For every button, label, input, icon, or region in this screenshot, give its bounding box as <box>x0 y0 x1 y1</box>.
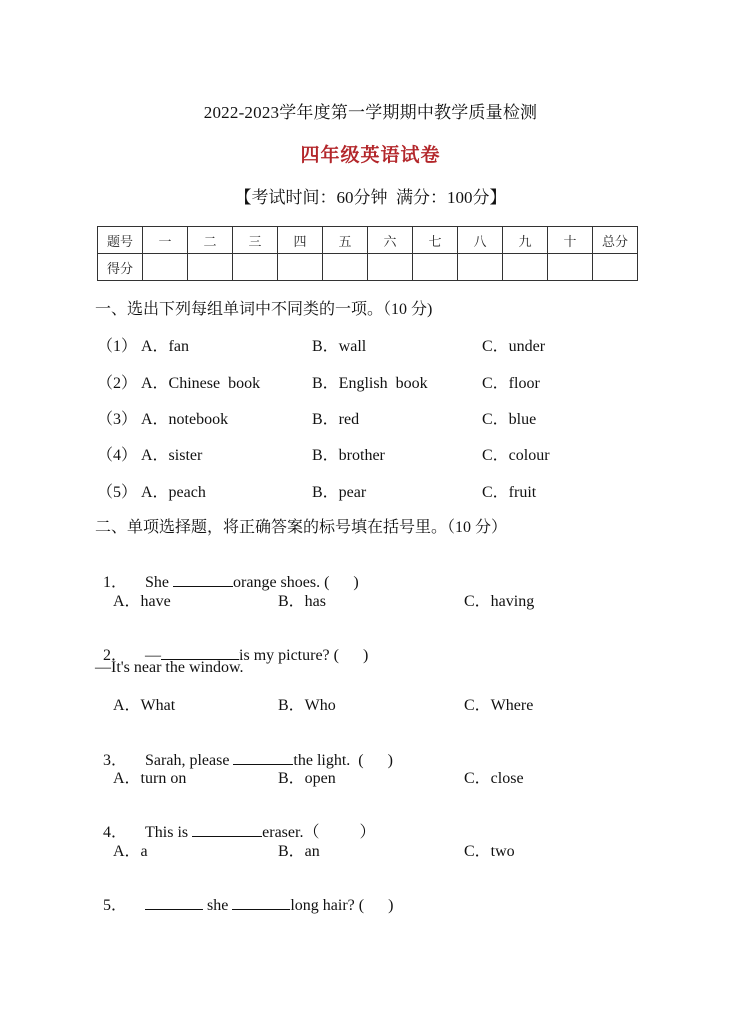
s2-q4-stem-start: This is <box>145 824 193 841</box>
s2-q1-stem-start: She <box>145 574 174 591</box>
score-cell <box>323 254 368 281</box>
s2-q1-option-a: A．have <box>113 593 171 610</box>
s2-q2-stem-start: — <box>145 647 162 664</box>
score-cell <box>188 254 233 281</box>
s1-q2-option-b: B．English book <box>312 375 428 392</box>
s2-q2-option-a: A．What <box>113 697 176 714</box>
score-header-cell: 一 <box>143 227 188 254</box>
s2-q2-stem-end: is my picture? ( ) <box>239 647 369 664</box>
s1-q1-option-b: B．wall <box>312 338 367 355</box>
exam-subtitle: 四年级英语试卷 <box>300 145 441 166</box>
s1-q1-option-c: C．under <box>482 338 546 355</box>
s1-q5-option-a: A．peach <box>141 484 206 501</box>
s2-q1-stem-end: orange shoes. ( ) <box>233 574 359 591</box>
answer-blank[interactable] <box>161 645 239 660</box>
s1-q1-option-a: A．fan <box>141 338 189 355</box>
s1-q4-option-a: A．sister <box>141 447 203 464</box>
s2-q4-option-a: A．a <box>113 843 148 860</box>
s1-q4-option-c: C．colour <box>482 447 550 464</box>
score-cell <box>458 254 503 281</box>
exam-title: 2022-2023学年度第一学期期中教学质量检测 <box>203 103 538 122</box>
s2-q4-stem-end: eraser.（ ） <box>262 824 376 841</box>
s2-q4-number: 4． <box>103 824 128 841</box>
section2-title: 二、单项选择题，将正确答案的标号填在括号里。（10 分） <box>95 519 508 536</box>
s2-q4-option-c: C．two <box>464 843 515 860</box>
s2-q1-option-c: C．having <box>464 593 535 610</box>
s2-q3-number: 3． <box>103 752 128 769</box>
s1-q2-option-c: C．floor <box>482 375 540 392</box>
score-table <box>97 226 638 281</box>
s2-q1-option-b: B．has <box>278 593 327 610</box>
s2-q3-stem-start: Sarah, please <box>145 752 234 769</box>
score-header-cell: 九 <box>503 227 548 254</box>
s1-q4-number: （4） <box>97 447 138 464</box>
score-header-cell: 二 <box>188 227 233 254</box>
s1-q3-number: （3） <box>97 411 138 428</box>
score-cell <box>548 254 593 281</box>
score-cell <box>278 254 323 281</box>
s2-q3-option-c: C．close <box>464 770 524 787</box>
s1-q1-number: （1） <box>97 338 138 355</box>
s2-q2-option-b: B．Who <box>278 697 336 714</box>
s2-q2-option-c: C．Where <box>464 697 534 714</box>
s1-q3-option-b: B．red <box>312 411 360 428</box>
s1-q5-option-b: B．pear <box>312 484 367 501</box>
score-header-cell: 七 <box>413 227 458 254</box>
s1-q2-option-a: A．Chinese book <box>141 375 261 392</box>
score-cell <box>233 254 278 281</box>
score-cell <box>413 254 458 281</box>
s2-q4-option-b: B．an <box>278 843 320 860</box>
s2-q3-stem-end: the light. ( ) <box>293 752 393 769</box>
s1-q5-option-c: C．fruit <box>482 484 537 501</box>
answer-blank[interactable] <box>233 750 293 765</box>
s2-q3 <box>95 729 393 770</box>
s2-q3-option-a: A．turn on <box>113 770 187 787</box>
answer-blank[interactable] <box>232 895 290 910</box>
answer-blank[interactable] <box>173 572 233 587</box>
s2-q2-reply: —It's near the window. <box>95 659 244 676</box>
answer-blank[interactable] <box>192 822 262 837</box>
score-header-cell: 五 <box>323 227 368 254</box>
score-header-cell: 三 <box>233 227 278 254</box>
score-cell <box>143 254 188 281</box>
s2-q1 <box>95 551 359 592</box>
s2-q5-stem-mid: she <box>203 897 233 914</box>
score-cell <box>593 254 638 281</box>
exam-info: 【考试时间：60分钟 满分：100分】 <box>234 188 507 207</box>
score-header-cell: 六 <box>368 227 413 254</box>
score-header-cell: 总分 <box>593 227 638 254</box>
score-header-cell: 八 <box>458 227 503 254</box>
s1-q3-option-c: C．blue <box>482 411 537 428</box>
s2-q4 <box>95 801 375 842</box>
s1-q4-option-b: B．brother <box>312 447 385 464</box>
score-row-label: 得分 <box>98 254 143 281</box>
s1-q3-option-a: A．notebook <box>141 411 229 428</box>
s2-q5 <box>95 874 393 915</box>
s2-q2-number: 2． <box>103 647 128 664</box>
s2-q5-number: 5． <box>103 897 128 914</box>
s2-q3-option-b: B．open <box>278 770 336 787</box>
score-header-cell: 题号 <box>98 227 143 254</box>
s2-q1-number: 1． <box>103 574 128 591</box>
score-table-header-row <box>98 227 638 254</box>
s1-q5-number: （5） <box>97 484 138 501</box>
score-cell <box>368 254 413 281</box>
s1-q2-number: （2） <box>97 375 138 392</box>
score-cell <box>503 254 548 281</box>
answer-blank[interactable] <box>145 895 203 910</box>
score-header-cell: 四 <box>278 227 323 254</box>
score-header-cell: 十 <box>548 227 593 254</box>
section1-title: 一、选出下列每组单词中不同类的一项。（10 分) <box>95 301 433 318</box>
s2-q5-stem-end: long hair? ( ) <box>290 897 394 914</box>
score-table-score-row <box>98 254 638 281</box>
